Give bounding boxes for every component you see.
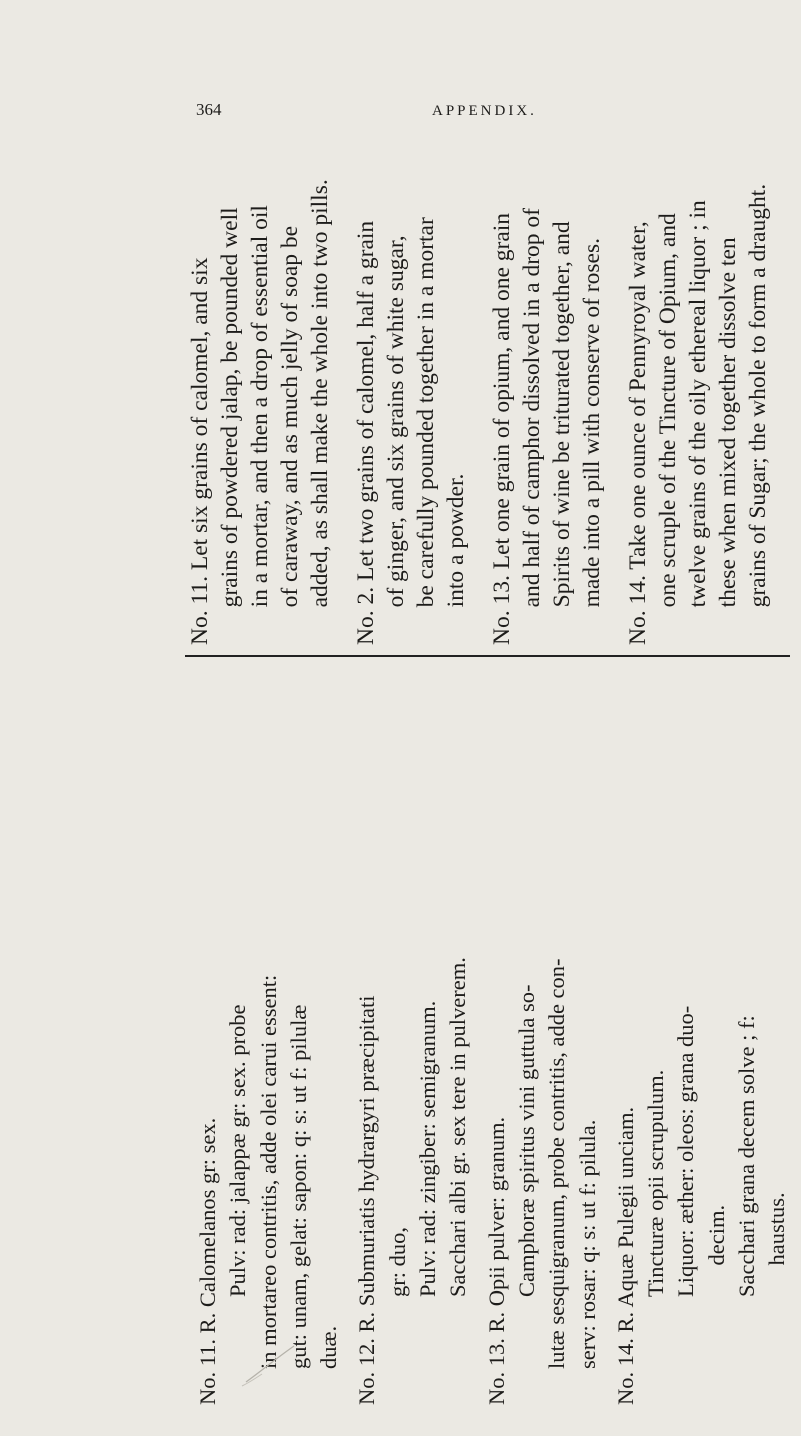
text-line: of caraway, and as much jelly of soap be [277, 225, 303, 608]
prescription-12-english [351, 130, 471, 645]
text-line: Sacchari grana decem solve ; f: [734, 1015, 760, 1297]
text-line: Pulv: rad: jalappæ gr: sex. probe [225, 1004, 251, 1297]
text-line: be carefully pounded together in a mortar [413, 217, 439, 608]
text-line: Spirits of wine be triturated together, and [549, 221, 575, 608]
text-line: into a powder. [443, 473, 469, 608]
text-line: added, as shall make the whole into two pills. [307, 179, 333, 608]
text-line: in a mortar, and then a drop of essential oil [247, 205, 273, 608]
text-line: No. 14. R. Aquæ Pulegii unciam. [612, 1106, 638, 1405]
text-line: Liquor: æther: oleos: grana duo- [673, 1005, 699, 1297]
text-line: No. 13. Let one grain of opium, and one grain [489, 212, 515, 645]
column-divider-rule [185, 655, 790, 657]
text-line: lutæ sesquigranum, probe contritis, adde con- [544, 958, 570, 1369]
pencil-mark [240, 1342, 300, 1388]
text-line: decim. [703, 1204, 729, 1266]
text-line: in mortareo contritis, adde olei carui essent: [255, 974, 281, 1369]
text-line: made into a pill with conserve of roses. [579, 238, 605, 608]
prescription-13-english [487, 130, 607, 645]
prescription-14-english [623, 130, 773, 645]
text-line: Sacchari albi gr. sex tere in pulverem. [445, 957, 471, 1297]
text-line: No. 2. Let two grains of calomel, half a grain [353, 220, 379, 645]
text-line: duæ. [316, 1325, 342, 1369]
text-line: No. 12. R. Submuriatis hydrargyri præcipitati [354, 995, 380, 1405]
text-line: No. 11. Let six grains of calomel, and six [187, 257, 213, 645]
text-line: grains of powdered jalap, be pounded well [217, 207, 243, 608]
prescription-13-latin [482, 660, 603, 1405]
text-line: gr: duo, [384, 1227, 410, 1297]
text-line: gut: unam, gelat: sapon: q: s: ut f: pilulæ [285, 1004, 311, 1369]
text-line: Pulv: rad: zingiber: semigranum. [415, 1000, 441, 1297]
latin-prescriptions [193, 660, 793, 1405]
text-line: and half of camphor dissolved in a drop of [519, 208, 545, 608]
text-line: one scruple of the Tincture of Opium, and [655, 213, 681, 608]
text-line: haustus. [764, 1192, 790, 1266]
running-title: APPENDIX. [432, 103, 537, 119]
text-line: Camphoræ spiritus vini guttula so- [513, 984, 539, 1297]
text-line: serv: rosar: q: s: ut f: pilula. [574, 1119, 600, 1369]
prescription-11-latin [193, 660, 344, 1405]
text-line: Tincturæ opii scrupulum. [643, 1069, 669, 1297]
prescription-14-latin [611, 660, 793, 1405]
page-number: 364 [196, 100, 222, 119]
prescription-12-latin [352, 660, 473, 1405]
text-line: of ginger, and six grains of white sugar, [383, 235, 409, 608]
text-line: twelve grains of the oily ethereal liquor ; in [685, 200, 711, 608]
text-line: grains of Sugar; the whole to form a draught. [745, 183, 771, 608]
text-line: these when mixed together dissolve ten [715, 237, 741, 608]
english-prescriptions [185, 130, 773, 645]
text-line: No. 13. R. Opii pulver: granum. [483, 1116, 509, 1405]
prescription-11-english [185, 130, 335, 645]
text-line: No. 14. Take one ounce of Pennyroyal water, [625, 221, 651, 645]
text-line: No. 11. R. Calomelanos gr: sex. [195, 1117, 220, 1405]
